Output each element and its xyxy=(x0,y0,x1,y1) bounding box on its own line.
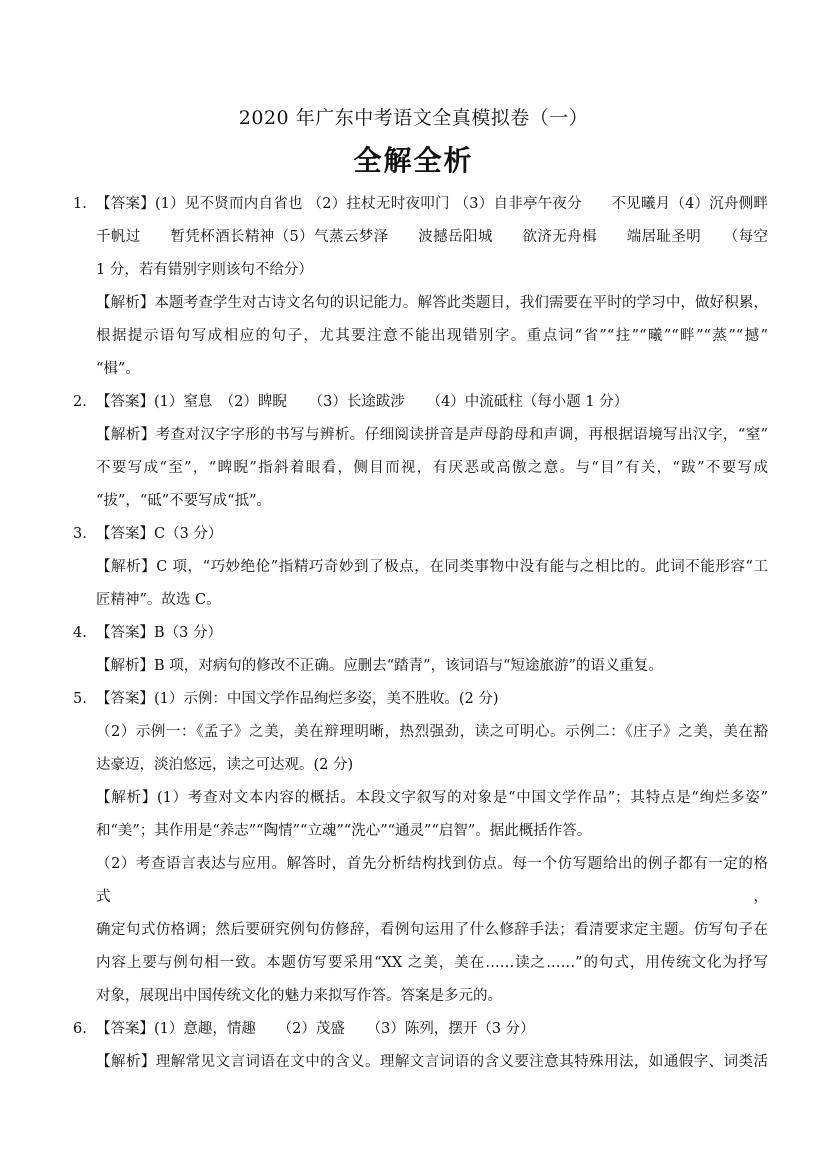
page-subtitle: 全解全析 xyxy=(353,144,474,177)
answer-line: 【答案】(1）见不贤而内自省也 （2）拄杖无时夜叩门 （3）自非亭午夜分 不见曦月（4）沉舟侧畔 xyxy=(96,196,768,212)
answer-line: 【答案】B（3 分） xyxy=(96,625,222,641)
item-number: 3. xyxy=(73,526,87,542)
analysis-line: “楫”。 xyxy=(96,361,140,377)
analysis-line: “拔”，“砥”不要写成“抵”。 xyxy=(96,493,271,509)
answer-block xyxy=(96,188,768,287)
analysis-line: 内容上要与例句相一致。本题仿写要采用“XX 之美，美在……读之……”的句式，用传统文化为抒写 xyxy=(96,955,768,971)
answer-item-6 xyxy=(73,1013,768,1079)
answer-line: 1 分，若有错别字则该句不给分） xyxy=(96,262,313,278)
item-number: 1. xyxy=(73,196,87,212)
analysis-block xyxy=(96,419,768,518)
answer-block xyxy=(96,1013,768,1046)
answer-line: 【答案】C（3 分） xyxy=(96,526,223,542)
answer-line: 【答案】(1）意趣，情趣 （2）茂盛 （3）陈列，摆开（3 分） xyxy=(96,1021,535,1037)
analysis-block xyxy=(96,782,768,1013)
item-number: 4. xyxy=(73,625,87,641)
answer-line: 【答案】(1）示例：中国文学作品绚烂多姿，美不胜收。(2 分) xyxy=(96,691,499,707)
answer-item-1 xyxy=(73,188,768,386)
answer-block xyxy=(96,386,768,419)
analysis-line: 对象，展现出中国传统文化的魅力来拟写作答。答案是多元的。 xyxy=(96,988,502,1004)
answer-item-5 xyxy=(73,683,768,1013)
answer-block xyxy=(96,617,768,650)
item-number: 5. xyxy=(73,691,87,707)
analysis-line: 【解析】考查对汉字字形的书写与辨析。仔细阅读拼音是声母韵母和声调，再根据语境写出汉字，“窒” xyxy=(96,427,768,443)
analysis-line: 【解析】本题考查学生对古诗文名句的识记能力。解答此类题目，我们需要在平时的学习中，做好积累， xyxy=(96,295,768,311)
analysis-line: 匠精神”。故选 C。 xyxy=(96,592,221,608)
answer-item-3 xyxy=(73,518,768,617)
answer-line: 千帆过 暂凭杯酒长精神（5）气蒸云梦泽 波撼岳阳城 欲济无舟楫 端居耻圣明 （每空 xyxy=(96,229,768,245)
analysis-block xyxy=(96,1046,768,1079)
analysis-line: 【解析】B 项，对病句的修改不正确。应删去“踏青”，该词语与“短途旅游”的语义重复。 xyxy=(96,658,663,674)
analysis-line: 和“美”；其作用是“养志”“陶情”“立魂”“洗心”“通灵”“启智”。据此概括作答。 xyxy=(96,823,592,839)
answer-line: 【答案】(1）窒息 （2）睥睨 （3）长途跋涉 （4）中流砥柱（每小题 1 分） xyxy=(96,394,629,410)
analysis-line: （2）考查语言表达与应用。解答时，首先分析结构找到仿点。每一个仿写题给出的例子都有一定的格式， xyxy=(96,856,768,905)
item-number: 2. xyxy=(73,394,87,410)
page-title: 2020 年广东中考语文全真模拟卷（一） xyxy=(238,107,589,129)
analysis-block xyxy=(96,650,768,683)
answer-block xyxy=(96,518,768,551)
analysis-block xyxy=(96,287,768,386)
answer-line: （2）示例一：《孟子》之美，美在辩理明晰，热烈强劲，读之可明心。示例二：《庄子》之美，美在豁 xyxy=(96,724,768,740)
analysis-line: 不要写成“至”，“睥睨”指斜着眼看，侧目而视，有厌恶或高傲之意。与“目”有关，“跋”不要写成 xyxy=(96,460,768,476)
analysis-block xyxy=(96,551,768,617)
answer-block xyxy=(96,683,768,782)
analysis-line: 【解析】(1）考查对文本内容的概括。本段文字叙写的对象是“中国文学作品”；其特点是“绚烂多姿” xyxy=(96,790,768,806)
analysis-line: 【解析】理解常见文言词语在文中的含义。理解文言词语的含义要注意其特殊用法，如通假字、词类活 xyxy=(96,1054,768,1070)
answer-line: 达豪迈，淡泊悠远，读之可达观。(2 分) xyxy=(96,757,354,773)
answer-item-4 xyxy=(73,617,768,683)
analysis-line: 根据提示语句写成相应的句子，尤其要注意不能出现错别字。重点词“省”“拄”“曦”“畔”“蒸”“撼” xyxy=(96,328,768,344)
answer-item-2 xyxy=(73,386,768,518)
answer-list xyxy=(73,188,768,1079)
item-number: 6. xyxy=(73,1021,87,1037)
analysis-line: 确定句式仿格调；然后要研究例句仿修辞，看例句运用了什么修辞手法；看清要求定主题。仿写句子在 xyxy=(96,922,768,938)
analysis-line: 【解析】C 项，“巧妙绝伦”指精巧奇妙到了极点，在同类事物中没有能与之相比的。此词不能形容“工 xyxy=(96,559,768,575)
